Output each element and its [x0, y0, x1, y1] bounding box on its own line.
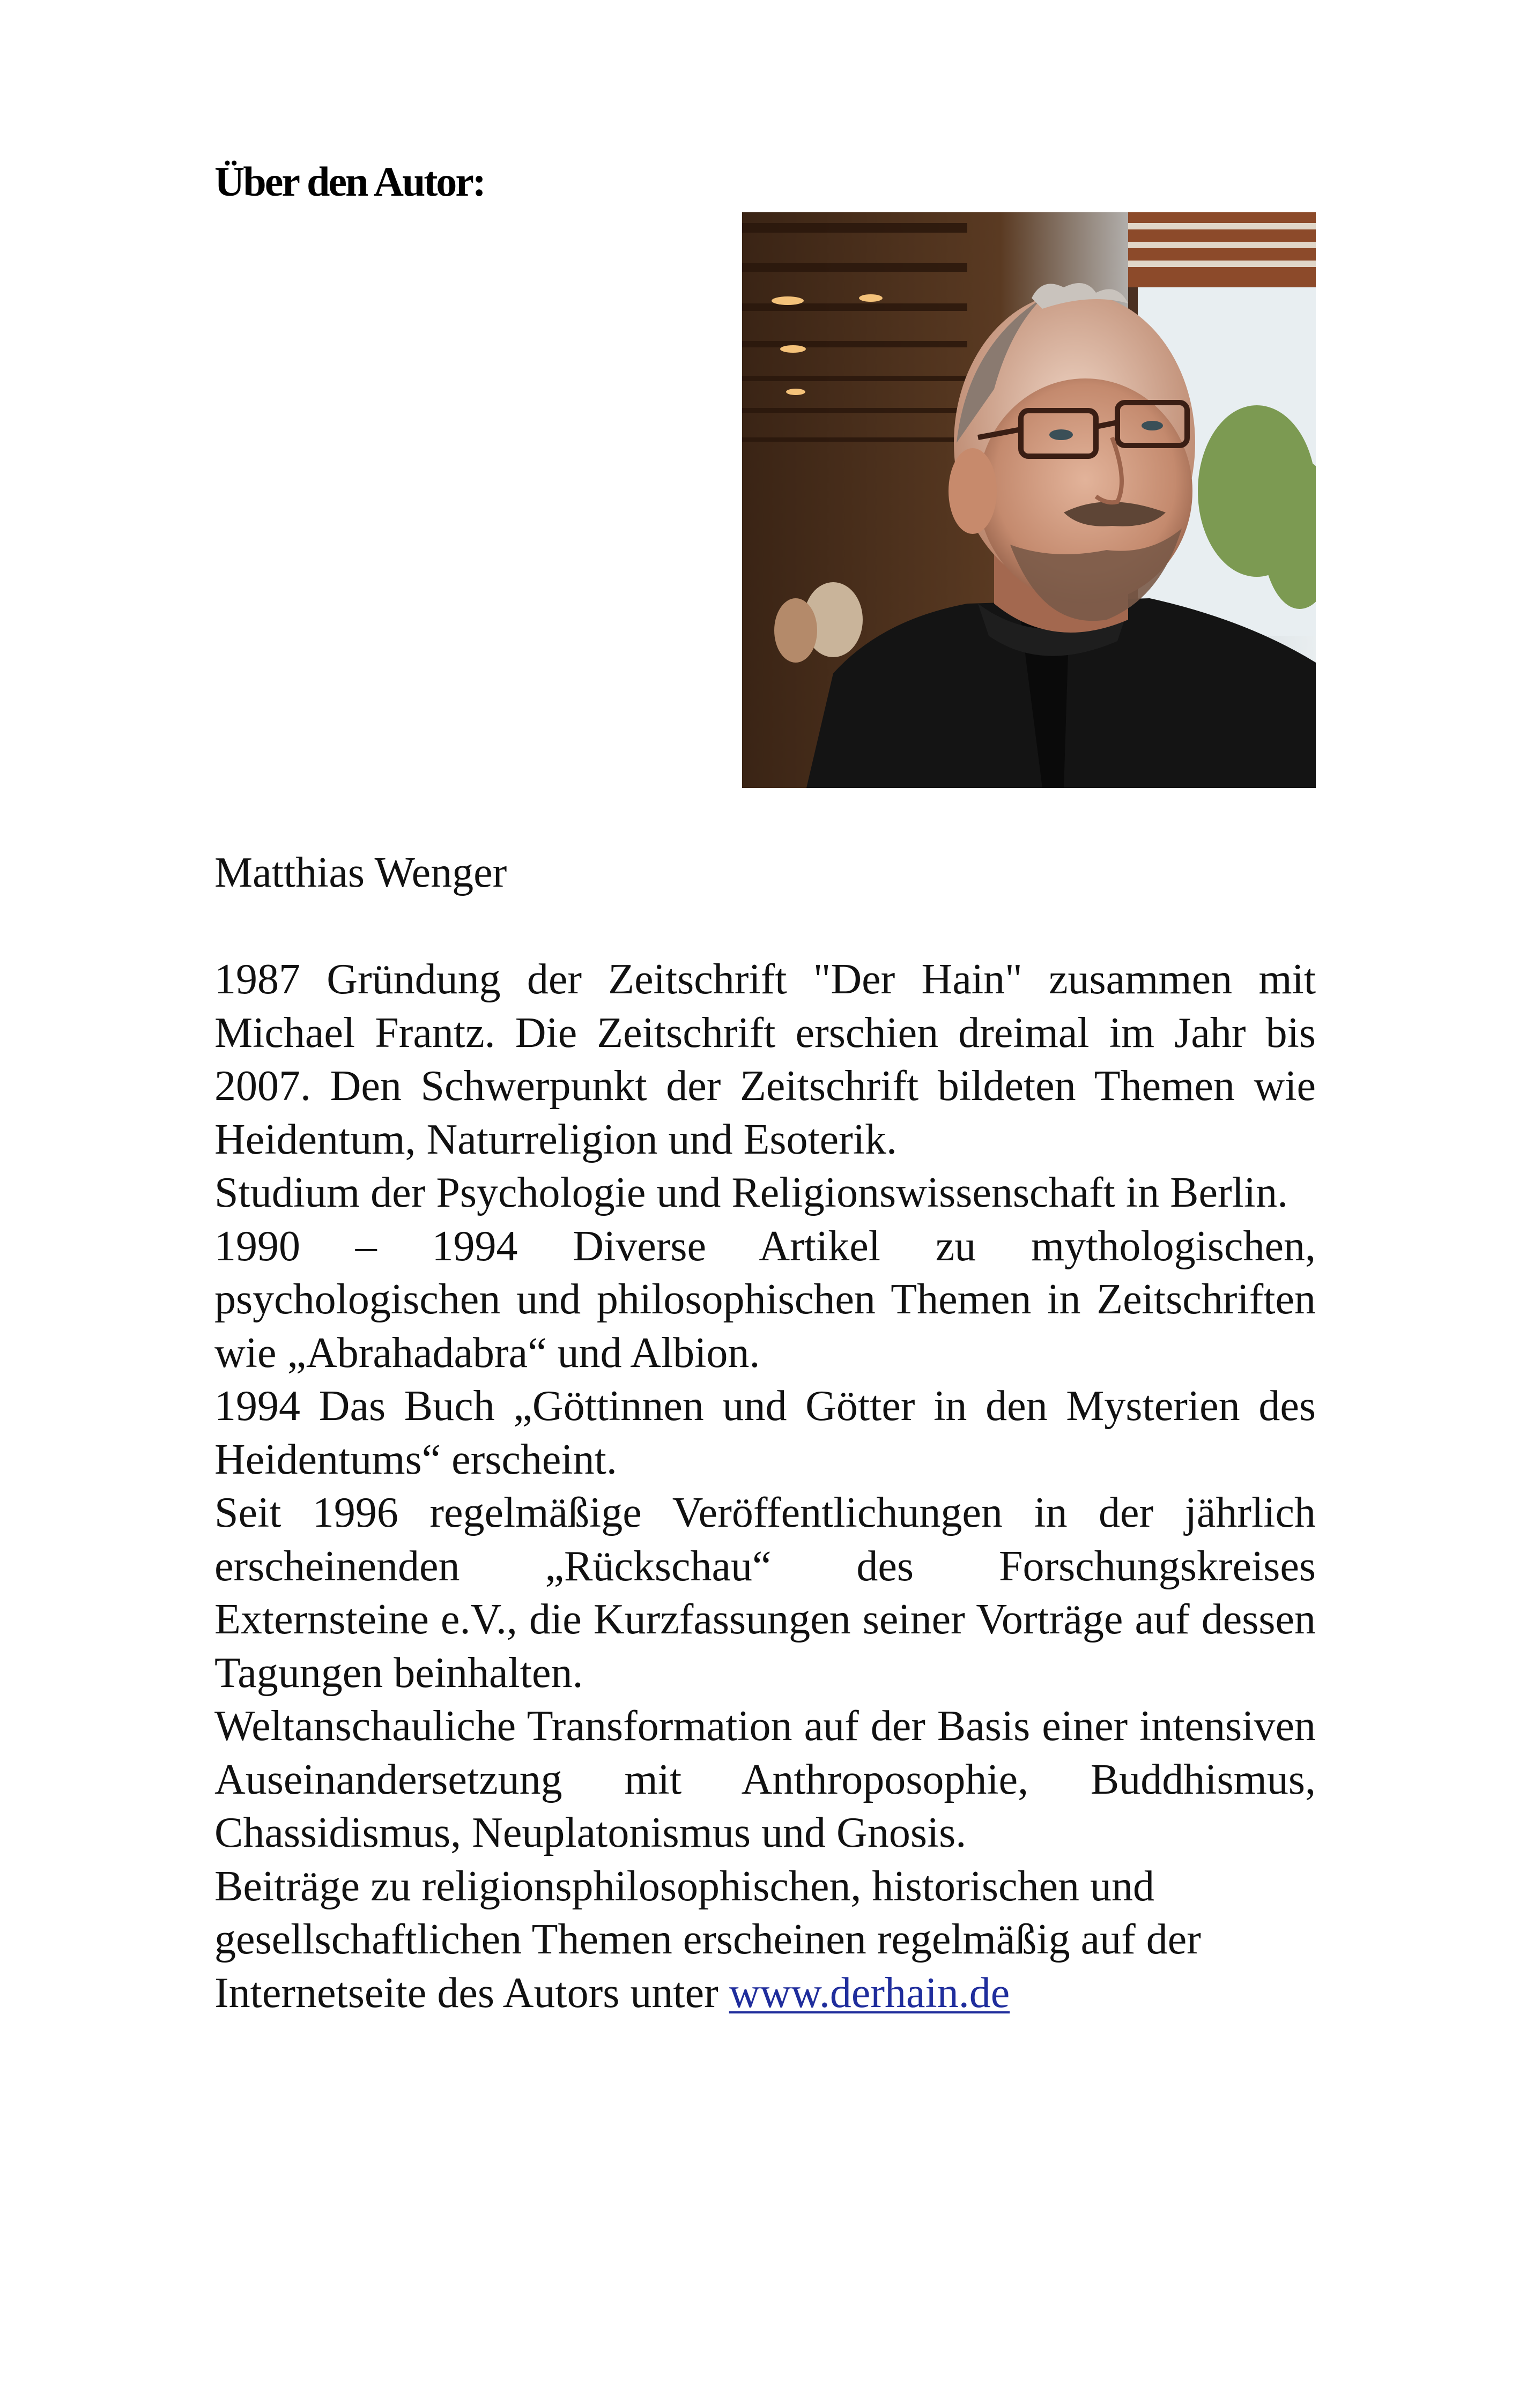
bio-paragraph: 1987 Gründung der Zeitschrift "Der Hain" zusammen mit Michael Frantz. Die Zeitschrift erschien dreimal im Jahr bis 2007. Den Schwerpunkt der Zeitschrift bildeten Themen wie Heidentum, Naturreligion und Esoterik. — [214, 956, 1316, 1163]
author-biography — [214, 953, 1316, 2020]
author-photo-illustration — [742, 212, 1316, 788]
bio-paragraph: Studium der Psychologie und Religionswissenschaft in Berlin. — [214, 1169, 1288, 1216]
bio-website-text: Beiträge zu religionsphilosophischen, historischen und gesellschaftlichen Themen erscheinen regelmäßig auf der Internetseite des Autors unter — [214, 1862, 1201, 2017]
bio-paragraph: 1994 Das Buch „Göttinnen und Götter in den Mysterien des Heidentums“ erscheint. — [214, 1383, 1316, 1483]
author-portrait — [742, 212, 1316, 788]
author-name: Matthias Wenger — [214, 849, 507, 896]
bio-paragraph: Weltanschauliche Transformation auf der Basis einer intensiven Auseinandersetzung mit Anthroposophie, Buddhismus, Chassidismus, Neuplatonismus und Gnosis. — [214, 1703, 1316, 1856]
bio-paragraph-website — [214, 1860, 1316, 2020]
bio-paragraph: 1990 – 1994 Diverse Artikel zu mythologischen, psychologischen und philosophischen Themen in Zeitschriften wie „Abrahadabra“ und Albion. — [214, 1222, 1316, 1377]
bio-paragraph: Seit 1996 regelmäßige Veröffentlichungen in der jährlich erscheinenden „Rückschau“ des Forschungskreises Externsteine e.V., die Kurzfassungen seiner Vorträge auf dessen Tagungen beinhalten. — [214, 1489, 1316, 1697]
page-heading: Über den Autor: — [214, 158, 485, 205]
website-link[interactable]: www.derhain.de — [729, 1969, 1010, 2017]
